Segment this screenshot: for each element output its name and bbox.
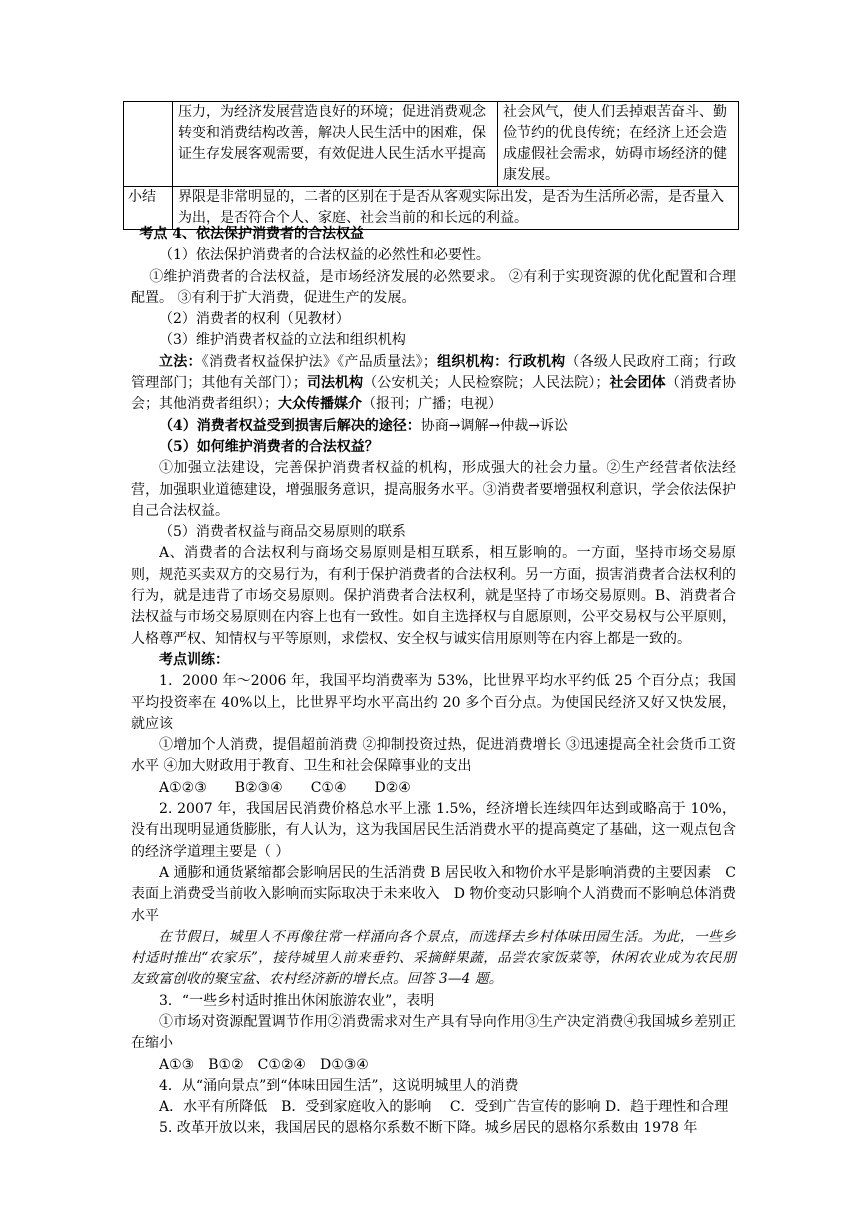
label-lifa: 立法： (159, 353, 202, 370)
label-media: 大众传播媒介 (278, 396, 362, 413)
text: （各级人民政府工商；行政管理部门；其他有关部门）； (131, 353, 737, 392)
paragraph: ①加强立法建设，完善保护消费者权益的机构，形成强大的社会力量。②生产经营者依法经营，加强职业道德建设，增强服务意识，提高服务水平。③消费者要增强权利意识，学会依法保护自己合法权益。 (131, 460, 736, 519)
question-1-answers: A①②③ B②③④ C①④ D②④ (159, 779, 411, 796)
paragraph: （5）如何维护消费者的合法权益？ (159, 438, 379, 455)
question-1-options: ①增加个人消费，提倡超前消费 ②抑制投资过热，促进消费增长 ③迅速提高全社会货币工资水平 ④加大财政用于教育、卫生和社会保障事业的支出 (131, 737, 736, 775)
text: （消费者协会；其他消费者组织）； (131, 375, 737, 413)
section-heading: 考点 4、依法保护消费者的合法权益 (139, 226, 365, 242)
question-2: 2. 2007 年，我国居民消费价格总水平上涨 1.5%，经济增长连续四年达到或略高于 10%，没有出现明显通货膨胀，有人认为，这为我国居民生活消费水平的提高奠定了基础，这一观点包含的经济学道理主要是（ ） (131, 801, 736, 860)
label-zuzhi: 组织机构：行政机构 (436, 353, 566, 370)
document-body (131, 224, 736, 1140)
question-2-options: A 通膨和通货紧缩都会影响居民的生活消费 B 居民收入和物价水平是影响消费的主要因素 C 表面上消费受当前收入影响而实际取决于未来收入 D 物价变动只影响个人消费而不影响总体消费水平 (131, 864, 736, 924)
table-cell: 界限是非常明显的，二者的区别在于是否从客观实际出发，是否为生活所必需，是否量入为出，是否符合个人、家庭、社会当前的和长远的利益。 (173, 187, 739, 230)
paragraph: （5）消费者权益与商品交易原则的联系 (159, 524, 406, 541)
paragraph: A、消费者的合法权利与商场交易原则是相互联系，相互影响的。一方面，坚持市场交易原则，规范买卖双方的交易行为，有利于保护消费者的合法权利。另一方面，损害消费者合法权利的行为，就是违背了市场交易原则。保护消费者合法权利，就是坚持了市场交易原则。B、消费者合法权益与市场交易原则在内容上也有一致性。如自主选择权与自愿原则，公平交易权与公平原则，人格尊严权、知情权与平等原则，求偿权、安全权与诚实信用原则等在内容上都是一致的。 (131, 545, 736, 647)
question-1: 1．2000 年～2006 年，我国平均消费率为 53%，比世界平均水平约低 25 个百分点；我国平均投资率在 40%以上，比世界平均水平高出约 20 多个百分点。为使国民经济又好又快发展，就应该 (131, 673, 736, 732)
paragraph: （3）维护消费者权益的立法和组织机构 (159, 332, 406, 349)
question-3: 3．“一些乡村适时推出休闲旅游农业”，表明 (159, 992, 435, 1009)
paragraph: （2）消费者的权利（见教材） (159, 311, 350, 328)
text: 《消费者权益保护法》《产品质量法》； (201, 353, 437, 370)
label-shetuan: 社会团体 (609, 375, 666, 392)
question-4: 4．从“涌向景点”到“体味田园生活”，这说明城里人的消费 (159, 1077, 519, 1094)
material-passage: 在节假日，城里人不再像往常一样涌向各个景点，而选择去乡村体味田园生活。为此，一些乡村适时推出“农家乐”，接待城里人前来垂钓、采摘鲜果蔬，品尝农家饭菜等，休闲农业成为农民朋友致富创收的聚宝盆、农村经济新的增长点。回答 3—4 题。 (131, 928, 736, 988)
paragraph: （1）依法保护消费者的合法权益的必然性和必要性。 (159, 247, 490, 264)
question-4-options: A．水平有所降低 B．受到家庭收入的影响 C．受到广告宣传的影响 D．趋于理性和合理 (159, 1099, 729, 1116)
text: 协商→调解→仲裁→诉讼 (420, 417, 568, 434)
table-cell: 社会风气，使人们丢掉艰苦奋斗、勤俭节约的优良传统；在经济上还会造成虚假社会需求，妨碍市场经济的健康发展。 (498, 102, 739, 187)
table-row-label: 小结 (124, 187, 173, 230)
question-3-answers: A①③ B①② C①②④ D①③④ (159, 1056, 369, 1073)
label-sifa: 司法机构 (306, 375, 364, 392)
table-cell: 压力，为经济发展营造良好的环境；促进消费观念转变和消费结构改善，解决人民生活中的困难，保证生存发展客观需要，有效促进人民生活水平提高 (173, 102, 498, 187)
paragraph-organizations (131, 352, 736, 416)
paragraph: ①维护消费者的合法权益，是市场经济发展的必然要求。 ②有利于实现资源的优化配置和合理配置。 ③有利于扩大消费，促进生产的发展。 (131, 268, 736, 306)
text: （公安机关；人民检察院；人民法院）； (363, 375, 610, 392)
training-heading: 考点训练： (159, 651, 229, 668)
paragraph (131, 416, 736, 437)
table-row (124, 102, 739, 187)
question-3-options: ①市场对资源配置调节作用②消费需求对生产具有导向作用③生产决定消费④我国城乡差别正在缩小 (131, 1013, 736, 1052)
label-resolution: （4）消费者权益受到损害后解决的途径： (159, 417, 421, 434)
table-cell-empty (124, 102, 173, 187)
comparison-table (123, 101, 739, 230)
text: （报刊；广播；电视） (362, 396, 502, 413)
question-5: 5. 改革开放以来，我国居民的恩格尔系数不断下降。城乡居民的恩格尔系数由 1978 年 (159, 1120, 698, 1137)
